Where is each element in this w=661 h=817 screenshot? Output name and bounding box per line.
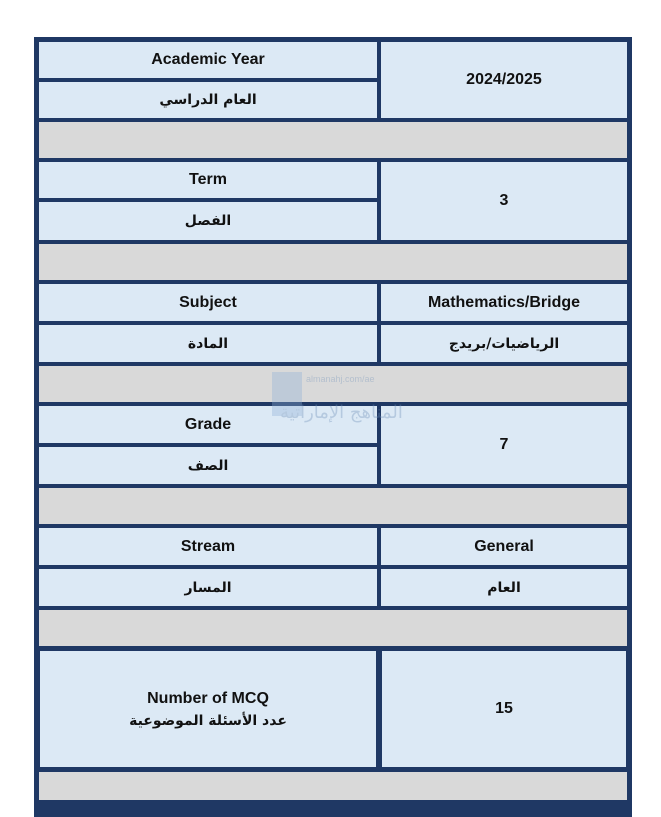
stream-label-ar: المسار [37,567,379,608]
spacer-row [37,770,629,800]
subject-label: Subject [37,282,379,323]
grade-label-ar: الصف [37,445,379,486]
stream-value-ar: العام [379,567,629,608]
watermark-logo [272,372,402,432]
grade-label: Grade [37,404,379,445]
spacer-row [37,242,629,282]
subject-value: Mathematics/Bridge [379,282,629,323]
spacer-row [37,608,629,648]
watermark-url: almanahj.com/ae [306,374,375,384]
mcq-value: 15 [379,648,629,770]
watermark-title: المناهج الإماراتية [280,402,403,423]
term-value: 3 [379,160,629,242]
term-label-ar: الفصل [37,200,379,242]
mcq-label: Number of MCQ [147,689,269,707]
mcq-label-cell [37,648,379,770]
academic-year-value: 2024/2025 [379,40,629,120]
stream-value: General [379,526,629,567]
academic-year-label-ar: العام الدراسي [37,80,379,120]
spacer-row [37,486,629,526]
subject-label-ar: المادة [37,323,379,364]
subject-value-ar: الرياضيات/بريدج [379,323,629,364]
grade-value: 7 [379,404,629,486]
stream-label: Stream [37,526,379,567]
mcq-label-ar: عدد الأسئلة الموضوعية [129,712,287,729]
spacer-row [37,120,629,160]
term-label: Term [37,160,379,200]
academic-year-label: Academic Year [37,40,379,80]
